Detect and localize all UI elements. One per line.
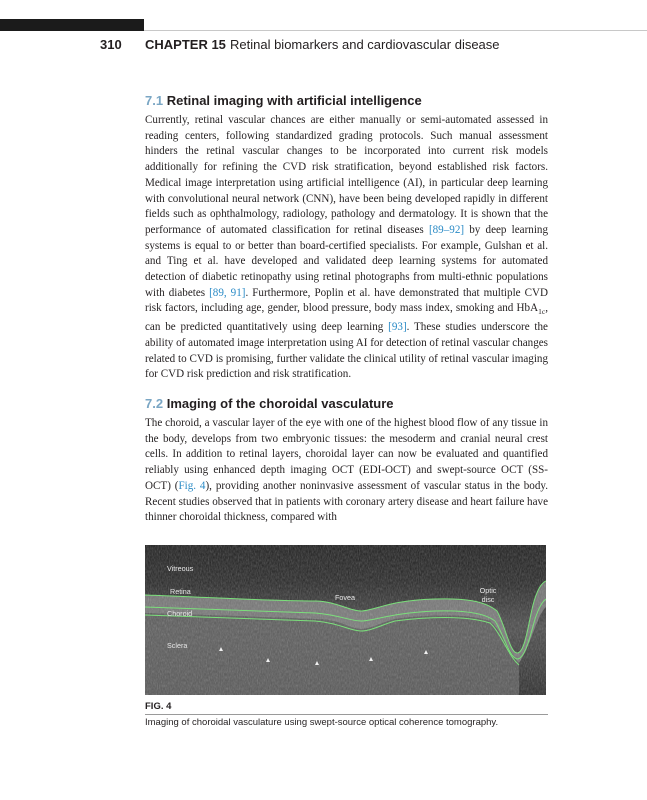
running-head bbox=[0, 36, 647, 54]
section-number: 7.2 bbox=[145, 396, 164, 411]
header-rule bbox=[144, 30, 647, 31]
text-run: . These studies underscore the ability of automated image interpretation using AI for detection of retinal vascular changes related to CVD is promising, further validate the clinical utility of retinal vascular imaging for CVD risk prediction and risk stratification. bbox=[145, 321, 548, 381]
label-sclera: Sclera bbox=[167, 641, 188, 650]
text-run: . Furthermore, Poplin et al. have demonstrated that multiple CVD risk factors, including age, gender, blood pressure, body mass index, smoking and HbA bbox=[145, 286, 548, 315]
chapter-title: Retinal biomarkers and cardiovascular disease bbox=[230, 37, 500, 52]
text-run: by deep learning systems is equal to or better than board-certified specialists. For example, Gulshan et al. and Ting et al. have developed and validated deep learning systems for automated detection of diabetic retinopathy using retinal photographs from multi-ethnic populations with diabetes bbox=[145, 223, 548, 299]
header-bar bbox=[0, 19, 144, 31]
chapter-label: CHAPTER 15 bbox=[145, 37, 226, 52]
label-choroid: Choroid bbox=[167, 609, 193, 618]
citation-link[interactable]: [93] bbox=[388, 321, 407, 334]
speckle-texture bbox=[145, 545, 546, 695]
text-run: Currently, retinal vascular chances are either manually or semi-automated assessed in reading centers, following standardized grading protocols. Such manual assessment hinders the retinal vascular changes to be incorporated into current risk models additionally for refining the CVD risk stratification, beyond established risk factors. Medical image interpretation using artificial intelligence (AI), in particular deep learning with convolutional neural network (CNN), have been being developed rapidly in different fields such as ophthalmology, radiology, pathology and dermatology. It is shown that the performance of automated classification for retinal diseases bbox=[145, 114, 548, 236]
section-heading-7-1 bbox=[145, 93, 550, 109]
text-run: ), providing another noninvasive assessment of vascular status in the body. Recent studies observed that in patients with coronary artery disease and heart failure have thinner choroidal thickness, compared with bbox=[145, 479, 548, 524]
subscript: 1c bbox=[538, 307, 546, 317]
figure-caption: Imaging of choroidal vasculature using swept-source optical coherence tomography. bbox=[145, 717, 499, 728]
label-retina: Retina bbox=[170, 587, 191, 596]
label-optic-disc: Optic disc bbox=[479, 586, 497, 604]
label-fovea: Fovea bbox=[335, 593, 355, 602]
section-7-2-paragraph bbox=[145, 416, 548, 526]
section-title: Retinal imaging with artificial intelligence bbox=[166, 93, 422, 108]
section-number: 7.1 bbox=[145, 93, 164, 108]
page-number: 310 bbox=[100, 37, 122, 52]
citation-link[interactable]: [89, 91] bbox=[209, 286, 246, 299]
section-7-1-paragraph bbox=[145, 113, 548, 383]
section-title: Imaging of the choroidal vasculature bbox=[166, 396, 394, 411]
figure-caption-label: FIG. 4 bbox=[145, 701, 172, 712]
oct-scan-image bbox=[145, 545, 546, 695]
oct-figure bbox=[145, 545, 546, 695]
label-vitreous: Vitreous bbox=[167, 564, 194, 573]
citation-link[interactable]: [89–92] bbox=[428, 223, 465, 236]
text-run: , can be predicted quantitatively using deep learning bbox=[145, 302, 548, 334]
text-run: The choroid, a vascular layer of the eye with one of the highest blood flow of any tissue in the body, develops from two embryonic tissues: the mesoderm and cranial neural crest cells. In addition to retinal layers, choroidal layer can now be evaluated and quantified reliably using enhanced depth imaging OCT (EDI-OCT) and swept-source OCT (SS-OCT) ( bbox=[145, 417, 548, 492]
figure-link[interactable]: Fig. 4 bbox=[178, 479, 206, 492]
section-heading-7-2 bbox=[145, 396, 550, 412]
caption-rule bbox=[145, 714, 548, 715]
